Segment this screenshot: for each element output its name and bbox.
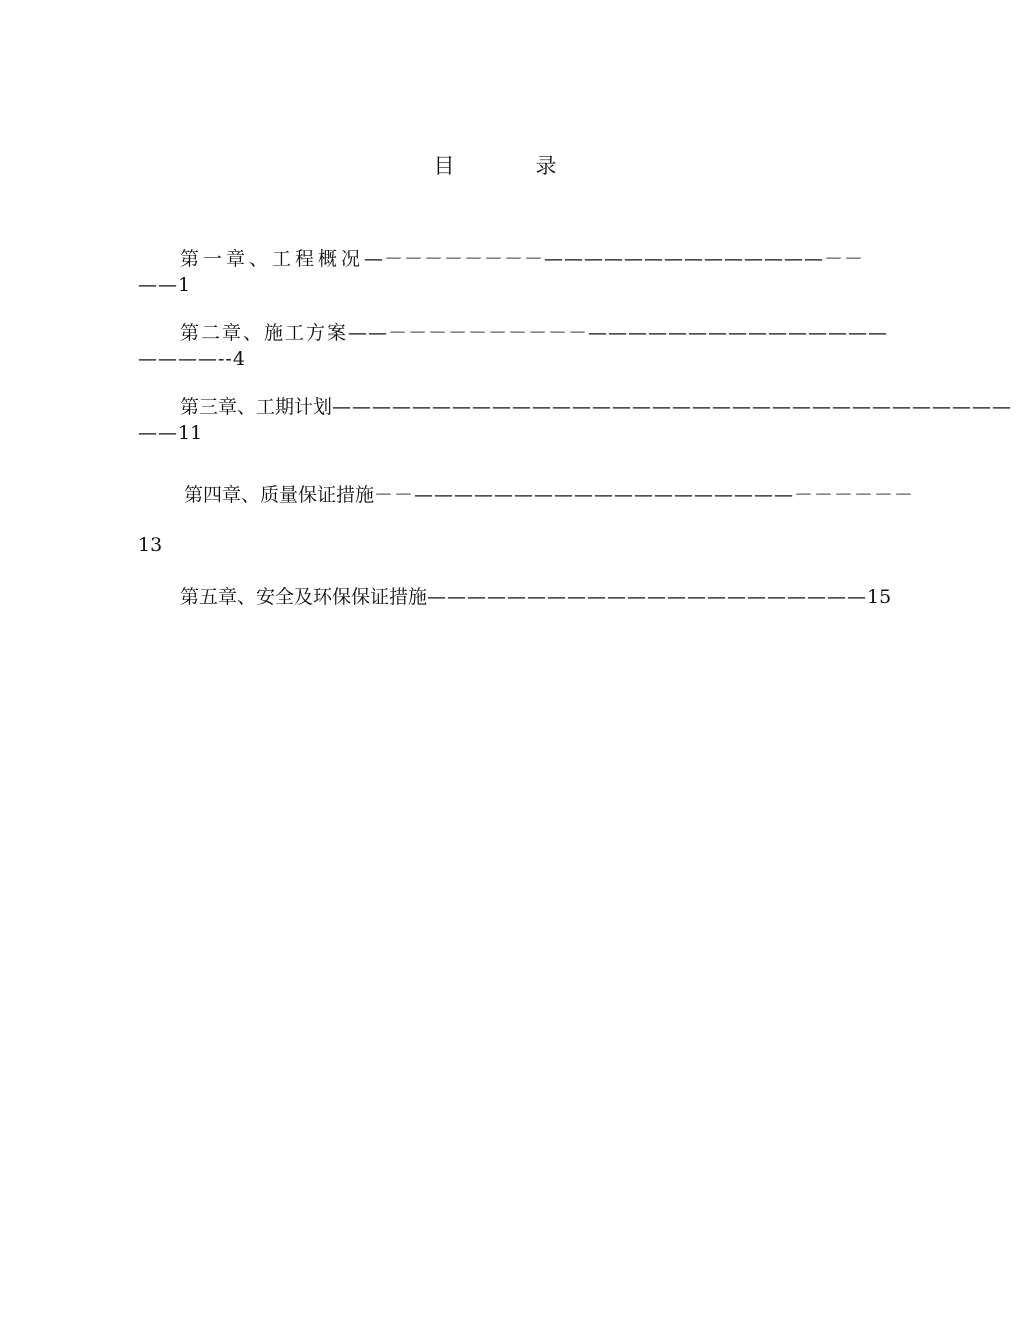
toc-entry-line xyxy=(138,246,865,272)
toc-leader: —————————————————————————————————— xyxy=(332,396,1013,418)
toc-entry-chapter-5[interactable] xyxy=(138,584,892,610)
toc-leader: —————————————————————— xyxy=(427,586,868,608)
toc-leader: —－－－－－－－－——————————————－－ xyxy=(364,248,865,270)
toc-page-number: 1 xyxy=(178,274,191,296)
toc-entry-line xyxy=(138,394,1013,420)
toc-entry-line xyxy=(138,346,843,372)
toc-entry-label: 第五章、安全及环保保证措施 xyxy=(180,586,428,608)
toc-leader: －－———————————————————－－－－－－ xyxy=(374,484,915,506)
toc-leader: —— xyxy=(138,274,178,296)
toc-page-number: 4 xyxy=(232,348,245,370)
toc-entry-chapter-4[interactable] xyxy=(138,482,915,558)
toc-entry-line xyxy=(138,272,843,298)
toc-entry-label: 第一章、工程概况 xyxy=(180,248,365,270)
toc-entry-label: 第三章、工期计划 xyxy=(180,396,333,418)
toc-entry-line xyxy=(138,482,915,508)
toc-entry-chapter-1[interactable] xyxy=(138,246,865,298)
toc-entry-chapter-3[interactable] xyxy=(138,394,1013,446)
toc-page-number: 11 xyxy=(178,422,203,444)
toc-entry-line xyxy=(138,532,843,558)
toc-leader: —— xyxy=(138,422,178,444)
toc-entry-line xyxy=(138,420,843,446)
toc-entry-chapter-2[interactable] xyxy=(138,320,889,372)
toc-entry-line xyxy=(138,584,892,610)
toc-page-number: 13 xyxy=(138,534,163,556)
toc-leader: ——－－－－－－－－－－——————————————— xyxy=(348,322,889,344)
toc-page-number: 15 xyxy=(867,586,892,608)
toc-title: 目 录 xyxy=(433,154,587,178)
toc-entry-label: 第二章、施工方案 xyxy=(180,322,349,344)
toc-entry-label: 第四章、质量保证措施 xyxy=(184,484,375,506)
toc-leader: ————-- xyxy=(138,348,233,370)
toc-entry-line xyxy=(138,320,889,346)
